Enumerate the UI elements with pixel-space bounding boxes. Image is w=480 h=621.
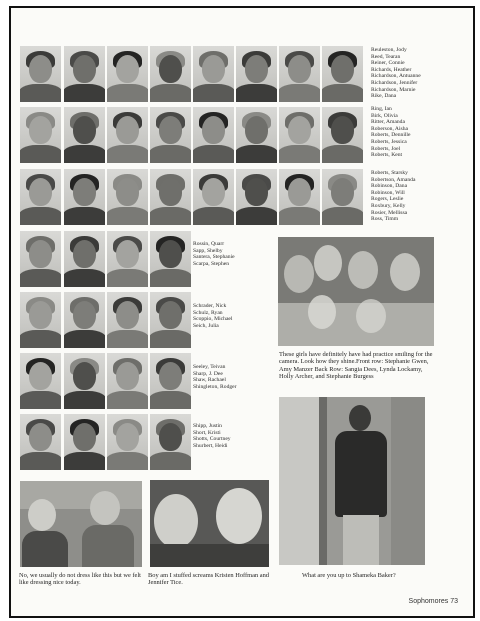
- student-name: Richards, Heather: [371, 66, 412, 73]
- student-name: Scoppio, Michael: [193, 316, 233, 323]
- student-portrait: [107, 46, 148, 102]
- student-name: Seich, Julia: [193, 322, 219, 329]
- student-portrait: [20, 292, 61, 348]
- section-label: Sophomores: [408, 598, 449, 605]
- student-portrait: [150, 231, 191, 287]
- name-list-row-1: [371, 47, 421, 100]
- name-list-row-5: [193, 303, 232, 329]
- caption-group-photo: These girls have definitely have had practice smiling for the camera. Look how they shine.Front row: Stephanie Gwen, Amy Manzer Back Row: Sangia Dees, Lynda Lockamy, Holly Archer, and Stephanie Burgess: [279, 351, 433, 381]
- student-name: Roberts, Starsky: [371, 170, 408, 176]
- name-list-row-2: [371, 106, 410, 159]
- student-portrait: [150, 353, 191, 409]
- student-portrait: [150, 169, 191, 225]
- student-portrait: [107, 169, 148, 225]
- student-name: Shotts, Courtney: [193, 436, 231, 443]
- student-name: Birk, Olivia: [371, 112, 398, 119]
- student-name: Rossin, Quarr: [193, 241, 225, 247]
- student-name: Schrader, Nick: [193, 303, 227, 309]
- stuffed-photo: [150, 480, 269, 567]
- group-photo: [278, 237, 434, 346]
- student-name: Robertson, Amanda: [371, 176, 416, 183]
- student-portrait: [150, 414, 191, 470]
- student-portrait: [107, 292, 148, 348]
- student-portrait: [322, 107, 363, 163]
- student-name: Roberts, Joel: [371, 145, 401, 152]
- student-portrait: [64, 107, 105, 163]
- student-name: Richardson, Antuanne: [371, 73, 421, 80]
- student-portrait: [20, 353, 61, 409]
- student-portrait: [107, 414, 148, 470]
- student-portrait: [193, 46, 234, 102]
- dressed-up-photo: [20, 481, 142, 567]
- student-name: Roberts, Jessica: [371, 138, 407, 145]
- student-portrait: [20, 169, 61, 225]
- student-name: Shipp, Justin: [193, 423, 222, 429]
- student-portrait: [193, 107, 234, 163]
- student-portrait: [107, 353, 148, 409]
- student-portrait: [20, 414, 61, 470]
- student-name: Rike, Dana: [371, 93, 397, 100]
- student-name: Robinson, Will: [371, 189, 405, 196]
- student-name: Robinson, Dana: [371, 183, 408, 190]
- student-portrait: [279, 46, 320, 102]
- student-name: Shurbert, Heidi: [193, 442, 228, 449]
- hallway-photo: [279, 397, 425, 565]
- page-number: 73: [450, 598, 458, 605]
- student-name: Roberts, Kent: [371, 152, 403, 159]
- student-portrait: [193, 169, 234, 225]
- student-name: Ritter, Amanda: [371, 119, 405, 126]
- student-name: Roberts, Dennille: [371, 132, 411, 139]
- student-portrait: [20, 231, 61, 287]
- student-portrait: [150, 107, 191, 163]
- student-name: Ross, Timm: [371, 216, 399, 223]
- student-name: Shaw, Rachael: [193, 377, 226, 384]
- student-name: Schulz, Ryan: [193, 309, 223, 316]
- page-folio: [409, 598, 458, 605]
- name-list-row-6: [193, 364, 237, 390]
- student-name: Roberson, Aisha: [371, 125, 408, 132]
- name-list-row-7: [193, 423, 231, 449]
- student-portrait: [64, 414, 105, 470]
- student-name: Reuleston, Jody: [371, 47, 407, 53]
- student-name: Reed, Tearan: [371, 53, 401, 60]
- student-name: Seeley, Teivan: [193, 364, 226, 370]
- student-portrait: [236, 107, 277, 163]
- student-portrait: [64, 169, 105, 225]
- student-portrait: [279, 169, 320, 225]
- student-portrait: [236, 46, 277, 102]
- student-portrait: [150, 292, 191, 348]
- student-portrait: [64, 231, 105, 287]
- student-name: Rosier, Mellissa: [371, 209, 408, 216]
- caption-dressed-up-photo: No, we usually do not dress like this but we felt like dressing nice today.: [19, 572, 141, 587]
- student-name: Scarpa, Stephen: [193, 260, 230, 267]
- name-list-row-4: [193, 241, 235, 267]
- student-name: Sapp, Shelby: [193, 247, 223, 254]
- student-name: Santera, Stephanie: [193, 254, 235, 261]
- student-name: Reiner, Connie: [371, 60, 405, 67]
- student-portrait: [64, 292, 105, 348]
- student-portrait: [20, 107, 61, 163]
- student-name: Richardson, Jennifer: [371, 79, 418, 86]
- student-name: Richardson, Marnie: [371, 86, 416, 93]
- caption-hallway-photo: What are you up to Shameka Baker?: [302, 572, 396, 579]
- student-name: Ring, Ian: [371, 106, 392, 112]
- student-name: Rogers, Leslie: [371, 196, 404, 203]
- caption-stuffed-photo: Boy am I stuffed screams Kristen Hoffman and Jennifer Tice.: [148, 572, 269, 587]
- student-portrait: [322, 169, 363, 225]
- student-portrait: [279, 107, 320, 163]
- student-name: Sharp, J. Dee: [193, 370, 223, 377]
- student-portrait: [150, 46, 191, 102]
- student-name: Roxbury, Kelly: [371, 202, 406, 209]
- student-portrait: [322, 46, 363, 102]
- student-portrait: [236, 169, 277, 225]
- student-name: Shingleton, Rodger: [193, 383, 237, 390]
- student-portrait: [20, 46, 61, 102]
- student-name: Short, Kristi: [193, 429, 221, 436]
- student-portrait: [64, 46, 105, 102]
- student-portrait: [107, 107, 148, 163]
- name-list-row-3: [371, 170, 415, 223]
- student-portrait: [64, 353, 105, 409]
- student-portrait: [107, 231, 148, 287]
